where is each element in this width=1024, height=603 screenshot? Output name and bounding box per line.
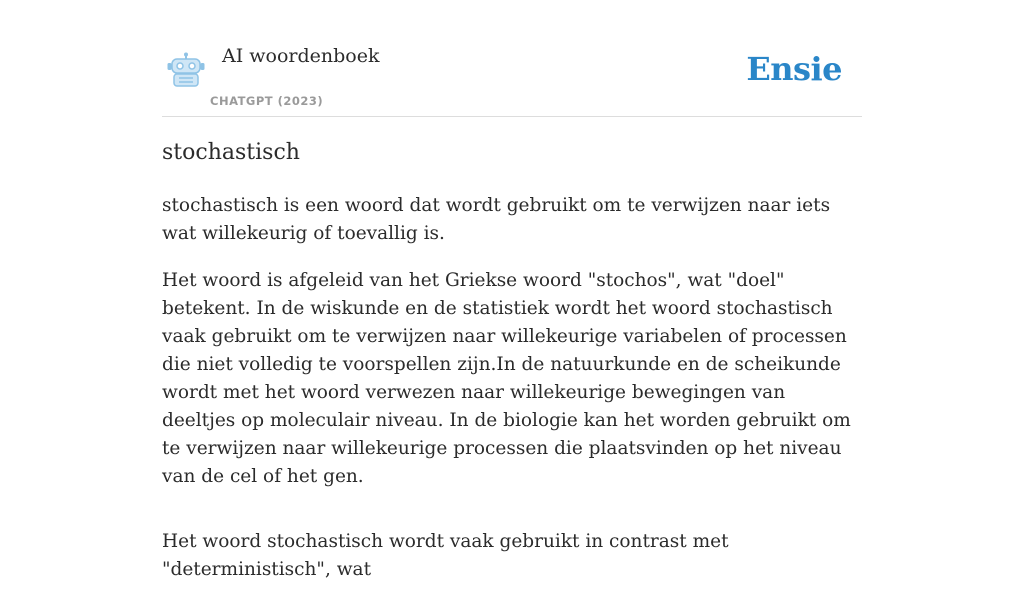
entry-paragraph: stochastisch is een woord dat wordt gebruikt om te verwijzen naar iets wat willekeurig of toevallig is. — [162, 195, 831, 244]
entry-paragraph: Het woord stochastisch wordt vaak gebruikt in contrast met "deterministisch", wat — [162, 531, 729, 580]
entry-paragraph: Het woord is afgeleid van het Griekse woord "stochos", wat "doel" betekent. In de wiskunde en de statistiek wordt het woord stochastisch vaak gebruikt om te verwijzen naar willekeurige variabelen of processen die niet volledig te voorspellen zijn.In de natuurkunde en de scheikunde wordt met het woord verwezen naar willekeurige bewegingen van deeltjes op moleculair niveau. In de biologie kan het worden gebruikt om te verwijzen naar willekeurige processen die plaatsvinden op het niveau van de cel of het gen. — [162, 270, 851, 487]
source-title[interactable]: AI woordenboek — [222, 45, 380, 67]
page — [162, 0, 862, 580]
robot-icon — [166, 52, 206, 88]
entry-content — [162, 192, 862, 603]
source-subtitle: CHATGPT (2023) — [210, 94, 324, 108]
ensie-logo[interactable]: Ensie — [746, 50, 842, 88]
entry-title: stochastisch — [162, 140, 300, 165]
source-header — [162, 0, 862, 117]
